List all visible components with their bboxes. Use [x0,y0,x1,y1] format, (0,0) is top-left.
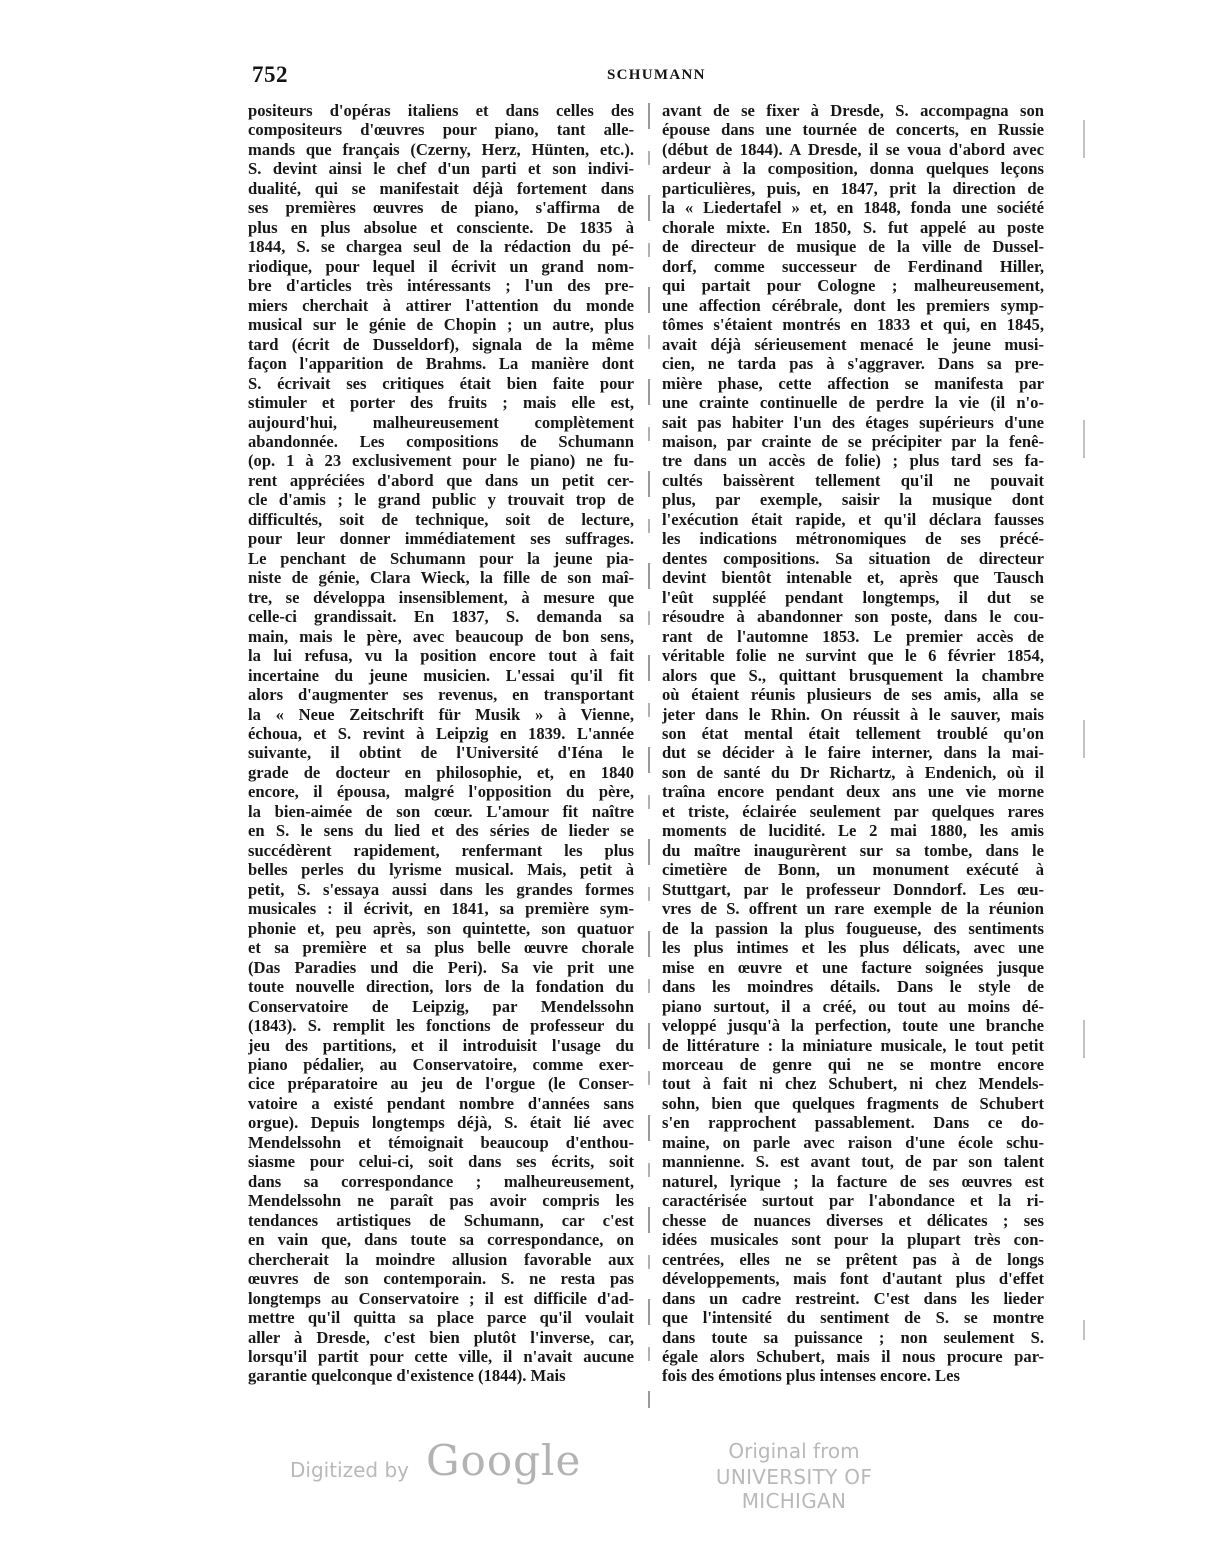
text-line: cultés baissèrent tellement qu'il ne pouvait [662,470,1044,490]
text-line: caractérisée surtout par l'abondance et la ri- [662,1191,1044,1211]
text-line: dorf, comme successeur de Ferdinand Hiller, [662,256,1044,276]
original-from-label: Original from [728,1439,860,1463]
text-line: grade de docteur en philosophie, et, en 1840 [248,762,634,782]
text-line: rent appréciées d'abord que dans un petit cer- [248,470,634,490]
text-line: Le penchant de Schumann pour la jeune pia- [248,548,634,568]
left-text-column [248,101,634,1386]
text-line: musicales : il écrivit, en 1841, sa première sym- [248,899,634,919]
column-divider [648,103,650,1408]
text-line: l'eût suppléé pendant longtemps, il dut se [662,587,1044,607]
text-line: ses premières œuvres de piano, s'affirma de [248,198,634,218]
text-line: tard (écrit de Dusseldorf), signala de la même [248,334,634,354]
text-line: centrées, elles ne se prêtent pas à de longs [662,1249,1044,1269]
text-line: musical sur le génie de Chopin ; un autre, plus [248,315,634,335]
text-line: épouse dans une tournée de concerts, en Russie [662,120,1044,140]
text-line: développements, mais font d'autant plus d'effet [662,1269,1044,1289]
text-line: aujourd'hui, malheureusement complètement [248,412,634,432]
text-line: suivante, il obtint de l'Université d'Iéna le [248,743,634,763]
text-line: dans les moindres détails. Dans le style de [662,977,1044,997]
text-line: la lui refusa, vu la position encore tout à fait [248,646,634,666]
text-line: alors que S., quittant brusquement la chambre [662,665,1044,685]
text-line: mettre qu'il quitta sa place parce qu'il voulait [248,1308,634,1328]
text-line: phonie et, peu après, son quintette, son quatuor [248,918,634,938]
digitization-footer [0,1436,1207,1516]
text-line: chesse de nuances diverses et délicates ; ses [662,1210,1044,1230]
scan-edge-marks [1083,120,1085,1340]
text-line: compositeurs d'œuvres pour piano, tant alle- [248,120,634,140]
text-line: veloppé jusqu'à la perfection, toute une branche [662,1016,1044,1036]
text-line: riodique, pour lequel il écrivit un grand nom- [248,256,634,276]
original-source [669,1439,919,1513]
text-line: niste de génie, Clara Wieck, la fille de son maî- [248,568,634,588]
text-line: (début de 1844). A Dresde, il se voua d'abord avec [662,139,1044,159]
text-line: les indications métronomiques de ses précé- [662,529,1044,549]
text-line: et triste, éclairée seulement par quelques rares [662,801,1044,821]
text-line: son état mental était tellement troublé qu'on [662,724,1044,743]
text-line: dans toute sa puissance ; non seulement S. [662,1327,1044,1347]
text-line: égale alors Schubert, mais il nous procure par- [662,1347,1044,1366]
text-line: Mendelssohn ne paraît pas avoir compris les [248,1191,634,1211]
text-line: dualité, qui se manifestait déjà fortement dans [248,178,634,198]
text-line: dans un cadre restreint. C'est dans les lieder [662,1288,1044,1308]
text-line: lorsqu'il partit pour cette ville, il n'avait aucune [248,1347,634,1366]
text-line: belles perles du lyrisme musical. Mais, petit à [248,860,634,880]
text-line: la « Neue Zeitschrift für Musik » à Vienne, [248,704,634,724]
text-line: garantie quelconque d'existence (1844). Mais [248,1366,566,1386]
text-line: fois des émotions plus intenses encore. Les [662,1366,960,1386]
text-line: aller à Dresde, c'est bien plutôt l'inverse, car, [248,1327,634,1347]
text-line: s'en rapprochent passablement. Dans ce do- [662,1113,1044,1133]
text-line: longtemps au Conservatoire ; il est difficile d'ad- [248,1288,634,1308]
text-line: S. écrivait ses critiques était bien faite pour [248,373,634,393]
text-line: tout à fait ni chez Schubert, ni chez Mendels- [662,1074,1044,1094]
text-line: 1844, S. se chargea seul de la rédaction du pé- [248,237,634,257]
text-line: siasme pour celui-ci, soit dans ses écrits, soit [248,1152,634,1172]
text-line: mannienne. S. est avant tout, de par son talent [662,1152,1044,1172]
text-line: piano surtout, il a créé, ou tout au moins dé- [662,996,1044,1016]
running-head: SCHUMANN [607,67,706,83]
text-line: vatoire a existé pendant nombre d'années sans [248,1093,634,1113]
text-line: que l'intensité du sentiment de S. se montre [662,1308,1044,1328]
text-line: une crainte continuelle de perdre la vie (il n'o- [662,393,1044,413]
text-line: une affection cérébrale, dont les premiers symp- [662,295,1044,315]
text-line: résoudre à abandonner son poste, dans le cou- [662,607,1044,627]
text-line: petit, S. s'essaya aussi dans les grandes formes [248,879,634,899]
text-line: (op. 1 à 23 exclusivement pour le piano) ne fu- [248,451,634,471]
text-line: dentes compositions. Sa situation de directeur [662,548,1044,568]
institution-name: UNIVERSITY OF MICHIGAN [715,1465,873,1513]
text-line: avait déjà sérieusement menacé le jeune musi- [662,334,1044,354]
text-line: de directeur de musique de la ville de Dussel- [662,237,1044,257]
text-line: maine, on parle avec raison d'une école schu- [662,1132,1044,1152]
text-line: positeurs d'opéras italiens et dans celles des [248,101,634,120]
text-line: abandonnée. Les compositions de Schumann [248,431,634,451]
text-line: celle-ci grandissait. En 1837, S. demanda sa [248,607,634,627]
text-line: orgue). Depuis longtemps déjà, S. était lié avec [248,1113,634,1133]
page-number: 752 [252,62,288,87]
text-line: de littérature : la miniature musicale, le tout petit [662,1035,1044,1055]
text-line: vres de S. offrent un rare exemple de la réunion [662,899,1044,919]
text-line: sohn, bien que quelques fragments de Schubert [662,1093,1044,1113]
text-line: mands que français (Czerny, Herz, Hünten, etc.). [248,139,634,159]
text-line: l'exécution était rapide, et qu'il déclara fausses [662,509,1044,529]
text-line: la « Liedertafel » et, en 1848, fonda une société [662,198,1044,218]
text-line: succédèrent rapidement, renfermant les plus [248,840,634,860]
text-line: sait pas habiter l'un des étages supérieurs d'une [662,412,1044,432]
text-line: tendances artistiques de Schumann, car c'est [248,1210,634,1230]
text-line: cien, ne tarda pas à s'aggraver. Dans sa pre- [662,354,1044,374]
text-line: stimuler et porter des fruits ; mais elle est, [248,393,634,413]
text-line: S. devint ainsi le chef d'un parti et son indivi- [248,159,634,179]
text-line: mise en œuvre et une facture soignées jusque [662,957,1044,977]
text-line: en vain que, dans toute sa correspondance, on [248,1230,634,1250]
text-line: encore, il épousa, malgré l'opposition du père, [248,782,634,802]
text-line: les plus intimes et les plus délicats, avec une [662,938,1044,958]
text-line: cimetière de Bonn, un monument exécuté à [662,860,1044,880]
text-line: particulières, puis, en 1847, prit la direction de [662,178,1044,198]
text-line: véritable folie ne survint que le 6 février 1854, [662,646,1044,666]
text-line: où étaient réunis plusieurs de ses amis, alla se [662,685,1044,705]
text-line: qui partait pour Cologne ; malheureusement, [662,276,1044,296]
text-line: cice préparatoire au jeu de l'orgue (le Conser- [248,1074,634,1094]
text-line: tômes s'étaient montrés en 1833 et qui, en 1845, [662,315,1044,335]
text-line: jeu des partitions, et il introduisit l'usage du [248,1035,634,1055]
text-line: avant de se fixer à Dresde, S. accompagna son [662,101,1044,120]
text-line: cle d'amis ; le grand public y trouvait trop de [248,490,634,510]
text-line: de la passion la plus fougueuse, des sentiments [662,918,1044,938]
google-logo: Google [426,1436,582,1485]
text-line: miers cherchait à attirer l'attention du monde [248,295,634,315]
text-line: tre, se développa insensiblement, à mesure que [248,587,634,607]
text-line: Stuttgart, par le professeur Donndorf. Les œu- [662,879,1044,899]
text-line: difficultés, soit de technique, soit de lecture, [248,509,634,529]
text-line: tre dans un accès de folie) ; plus tard ses fa- [662,451,1044,471]
text-line: chercherait la moindre allusion favorable aux [248,1249,634,1269]
text-line: moments de lucidité. Le 2 mai 1880, les amis [662,821,1044,841]
text-line: œuvres de son contemporain. S. ne resta pas [248,1269,634,1289]
text-line: jeter dans le Rhin. On réussit à le sauver, mais [662,704,1044,724]
text-line: (1843). S. remplit les fonctions de professeur du [248,1016,634,1036]
right-text-column [662,101,1044,1386]
text-line: maison, par crainte de se précipiter par la fenê- [662,431,1044,451]
text-line: idées musicales sont pour la plupart très con- [662,1230,1044,1250]
text-line: (Das Paradies und die Peri). Sa vie prit une [248,957,634,977]
text-line: du maître inaugurèrent sur sa tombe, dans le [662,840,1044,860]
text-line: bre d'articles très intéressants ; l'un des pre- [248,276,634,296]
digitized-by-label: Digitized by [290,1458,409,1482]
text-line: naturel, lyrique ; la facture de ses œuvres est [662,1171,1044,1191]
text-line: main, mais le père, avec beaucoup de bon sens, [248,626,634,646]
text-line: alors d'augmenter ses revenus, en transportant [248,685,634,705]
text-line: pour leur donner immédiatement ses suffrages. [248,529,634,549]
text-line: mière phase, cette affection se manifesta par [662,373,1044,393]
text-line: incertaine du jeune musicien. L'essai qu'il fit [248,665,634,685]
text-line: Conservatoire de Leipzig, par Mendelssohn [248,996,634,1016]
text-line: Mendelssohn et témoignait beaucoup d'enthou- [248,1132,634,1152]
text-line: dans sa correspondance ; malheureusement, [248,1171,634,1191]
text-line: toute nouvelle direction, lors de la fondation du [248,977,634,997]
text-line: rant de l'automne 1853. Le premier accès de [662,626,1044,646]
text-line: chorale mixte. En 1850, S. fut appelé au poste [662,217,1044,237]
text-line: en S. le sens du lied et des séries de lieder se [248,821,634,841]
text-line: traîna encore pendant deux ans une vie morne [662,782,1044,802]
text-line: façon l'apparition de Brahms. La manière dont [248,354,634,374]
text-line: plus en plus absolue et consciente. De 1835 à [248,217,634,237]
text-line: ardeur à la composition, donna quelques leçons [662,159,1044,179]
text-line: échoua, et S. revint à Leipzig en 1839. L'année [248,724,634,743]
page-header [252,62,1042,90]
text-line: et sa première et sa plus belle œuvre chorale [248,938,634,958]
text-line: plus, par exemple, saisir la musique dont [662,490,1044,510]
text-line: la bien-aimée de son cœur. L'amour fit naître [248,801,634,821]
text-line: piano pédalier, au Conservatoire, comme exer- [248,1054,634,1074]
text-line: morceau de genre qui ne se montre encore [662,1054,1044,1074]
text-line: son de santé du Dr Richartz, à Endenich, où il [662,762,1044,782]
text-line: devint bientôt intenable et, après que Tausch [662,568,1044,588]
text-line: dut se décider à le faire interner, dans la mai- [662,743,1044,763]
